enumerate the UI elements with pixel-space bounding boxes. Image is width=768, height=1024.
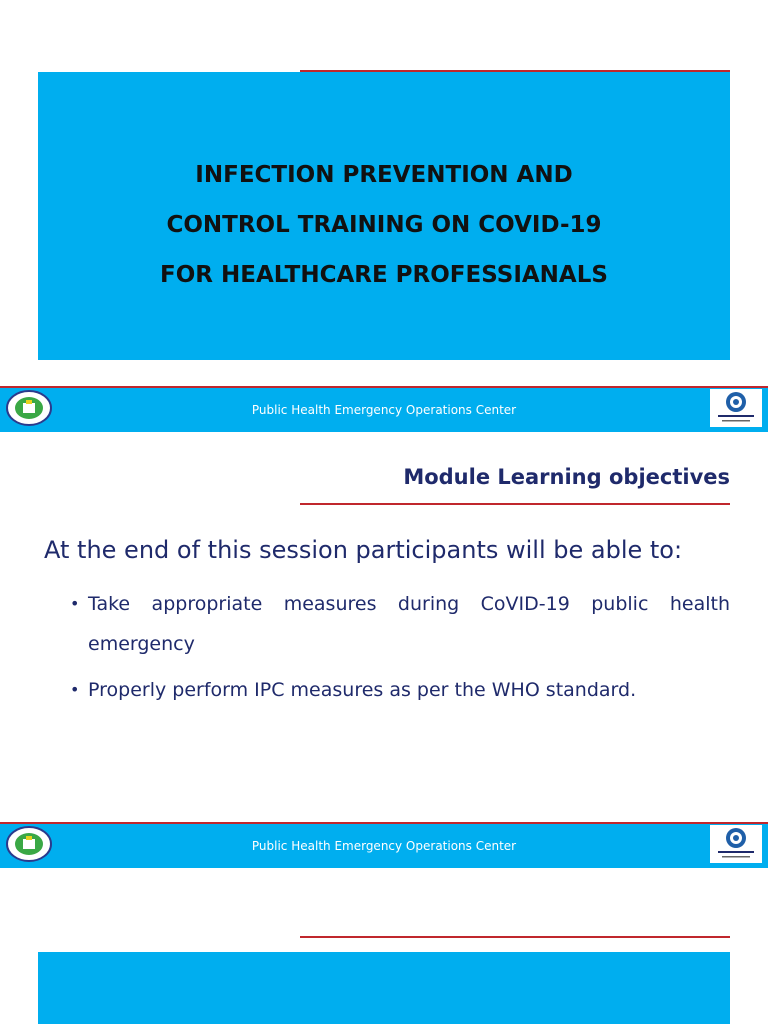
bottom-red-line <box>300 936 730 938</box>
title-line-3: FOR HEALTHCARE PROFESSIANALS <box>160 262 608 288</box>
regional-health-logo-icon <box>6 826 52 862</box>
title-line-1: INFECTION PREVENTION AND <box>195 162 573 188</box>
heading-underline <box>300 503 730 505</box>
ministry-of-health-logo-icon <box>710 825 762 863</box>
list-item: • Take appropriate measures during CoVID-19 public health emergency <box>70 584 730 664</box>
intro-text: At the end of this session participants will be able to: <box>44 536 683 564</box>
regional-health-logo-icon <box>6 390 52 426</box>
list-item: • Properly perform IPC measures as per the WHO standard. <box>70 670 730 710</box>
ministry-of-health-logo-icon <box>710 389 762 427</box>
slide-title <box>38 150 730 300</box>
title-line-2: CONTROL TRAINING ON COVID-19 <box>166 212 602 238</box>
footer-text-2: Public Health Emergency Operations Center <box>251 839 517 853</box>
footer-text-1: Public Health Emergency Operations Center <box>251 403 517 417</box>
objectives-list <box>70 584 730 710</box>
next-slide-box <box>38 952 730 1024</box>
slide-heading: Module Learning objectives <box>403 465 730 489</box>
